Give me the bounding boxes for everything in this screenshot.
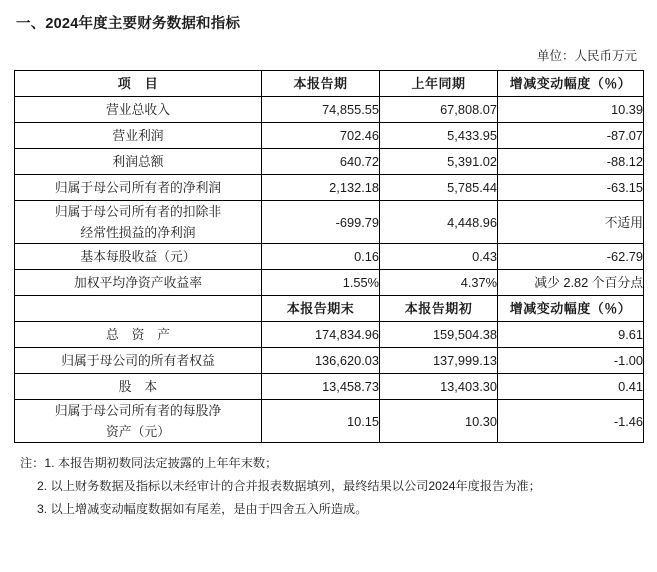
column-header-change-rate: 增减变动幅度（％） bbox=[498, 71, 644, 97]
column-header-item: 项 目 bbox=[15, 71, 262, 97]
table-row bbox=[15, 270, 644, 296]
row-value-previous: 4.37% bbox=[380, 270, 498, 296]
table-row bbox=[15, 348, 644, 374]
row-value-previous: 5,433.95 bbox=[380, 123, 498, 149]
footnote-item: 2. 以上财务数据及指标以未经审计的合并报表数据填列，最终结果以公司2024年度报告为准； bbox=[37, 479, 541, 493]
row-label: 总 资 产 bbox=[15, 322, 262, 348]
table-row bbox=[15, 175, 644, 201]
row-value-change: -63.15 bbox=[498, 175, 644, 201]
row-value-change: -87.07 bbox=[498, 123, 644, 149]
row-value-change: -1.00 bbox=[498, 348, 644, 374]
column-header-period-end: 本报告期末 bbox=[262, 296, 380, 322]
row-label: 股 本 bbox=[15, 374, 262, 400]
row-label-line2: 经常性损益的净利润 bbox=[80, 225, 196, 240]
row-value-current: 74,855.55 bbox=[262, 97, 380, 123]
footnote-item: 注：1. 本报告期初数同法定披露的上年年末数； bbox=[20, 456, 278, 470]
table-row bbox=[15, 149, 644, 175]
table-row bbox=[15, 400, 644, 443]
row-value-current: 702.46 bbox=[262, 123, 380, 149]
row-value-previous: 0.43 bbox=[380, 244, 498, 270]
financial-data-table bbox=[14, 70, 644, 443]
table-row bbox=[15, 322, 644, 348]
table-row bbox=[15, 97, 644, 123]
row-value-previous: 13,403.30 bbox=[380, 374, 498, 400]
row-label: 归属于母公司所有者的净利润 bbox=[15, 175, 262, 201]
table-row bbox=[15, 374, 644, 400]
table-row bbox=[15, 244, 644, 270]
column-header-spacer bbox=[15, 296, 262, 322]
table-row bbox=[15, 123, 644, 149]
row-value-change: 9.61 bbox=[498, 322, 644, 348]
column-header-prior-period: 上年同期 bbox=[380, 71, 498, 97]
row-value-previous: 5,391.02 bbox=[380, 149, 498, 175]
row-value-previous: 4,448.96 bbox=[380, 201, 498, 244]
column-header-period-begin: 本报告期初 bbox=[380, 296, 498, 322]
column-header-current-period: 本报告期 bbox=[262, 71, 380, 97]
column-header-change-rate-2: 增减变动幅度（％） bbox=[498, 296, 644, 322]
row-value-change: 减少 2.82 个百分点 bbox=[498, 270, 644, 296]
row-value-previous: 159,504.38 bbox=[380, 322, 498, 348]
row-label: 归属于母公司的所有者权益 bbox=[15, 348, 262, 374]
row-value-current: 174,834.96 bbox=[262, 322, 380, 348]
row-label-line1: 归属于母公司所有者的扣除非 bbox=[54, 204, 222, 219]
footnotes bbox=[20, 452, 639, 521]
row-label-line1: 归属于母公司所有者的每股净 bbox=[54, 403, 222, 418]
row-value-current: 0.16 bbox=[262, 244, 380, 270]
row-value-previous: 137,999.13 bbox=[380, 348, 498, 374]
row-label-line2: 资产（元） bbox=[106, 424, 170, 439]
row-label: 利润总额 bbox=[15, 149, 262, 175]
row-value-previous: 67,808.07 bbox=[380, 97, 498, 123]
row-value-current: 10.15 bbox=[262, 400, 380, 443]
row-value-change: -62.79 bbox=[498, 244, 644, 270]
row-value-previous: 5,785.44 bbox=[380, 175, 498, 201]
row-value-current: -699.79 bbox=[262, 201, 380, 244]
row-value-change: 0.41 bbox=[498, 374, 644, 400]
row-value-current: 2,132.18 bbox=[262, 175, 380, 201]
row-value-previous: 10.30 bbox=[380, 400, 498, 443]
row-value-change: 10.39 bbox=[498, 97, 644, 123]
row-label bbox=[15, 400, 262, 443]
row-label: 营业利润 bbox=[15, 123, 262, 149]
page-title: 一、2024年度主要财务数据和指标 bbox=[16, 16, 241, 32]
row-value-change: -1.46 bbox=[498, 400, 644, 443]
row-label: 基本每股收益（元） bbox=[15, 244, 262, 270]
table-row bbox=[15, 201, 644, 244]
table-header-row-2 bbox=[15, 296, 644, 322]
row-value-current: 1.55% bbox=[262, 270, 380, 296]
row-value-current: 13,458.73 bbox=[262, 374, 380, 400]
row-value-current: 136,620.03 bbox=[262, 348, 380, 374]
row-label: 营业总收入 bbox=[15, 97, 262, 123]
row-value-change: 不适用 bbox=[498, 201, 644, 244]
table-header-row-1 bbox=[15, 71, 644, 97]
row-value-change: -88.12 bbox=[498, 149, 644, 175]
row-value-current: 640.72 bbox=[262, 149, 380, 175]
footnote-item: 3. 以上增减变动幅度数据如有尾差，是由于四舍五入所造成。 bbox=[37, 502, 368, 516]
unit-note: 单位：人民币万元 bbox=[536, 49, 637, 63]
row-label: 加权平均净资产收益率 bbox=[15, 270, 262, 296]
row-label bbox=[15, 201, 262, 244]
